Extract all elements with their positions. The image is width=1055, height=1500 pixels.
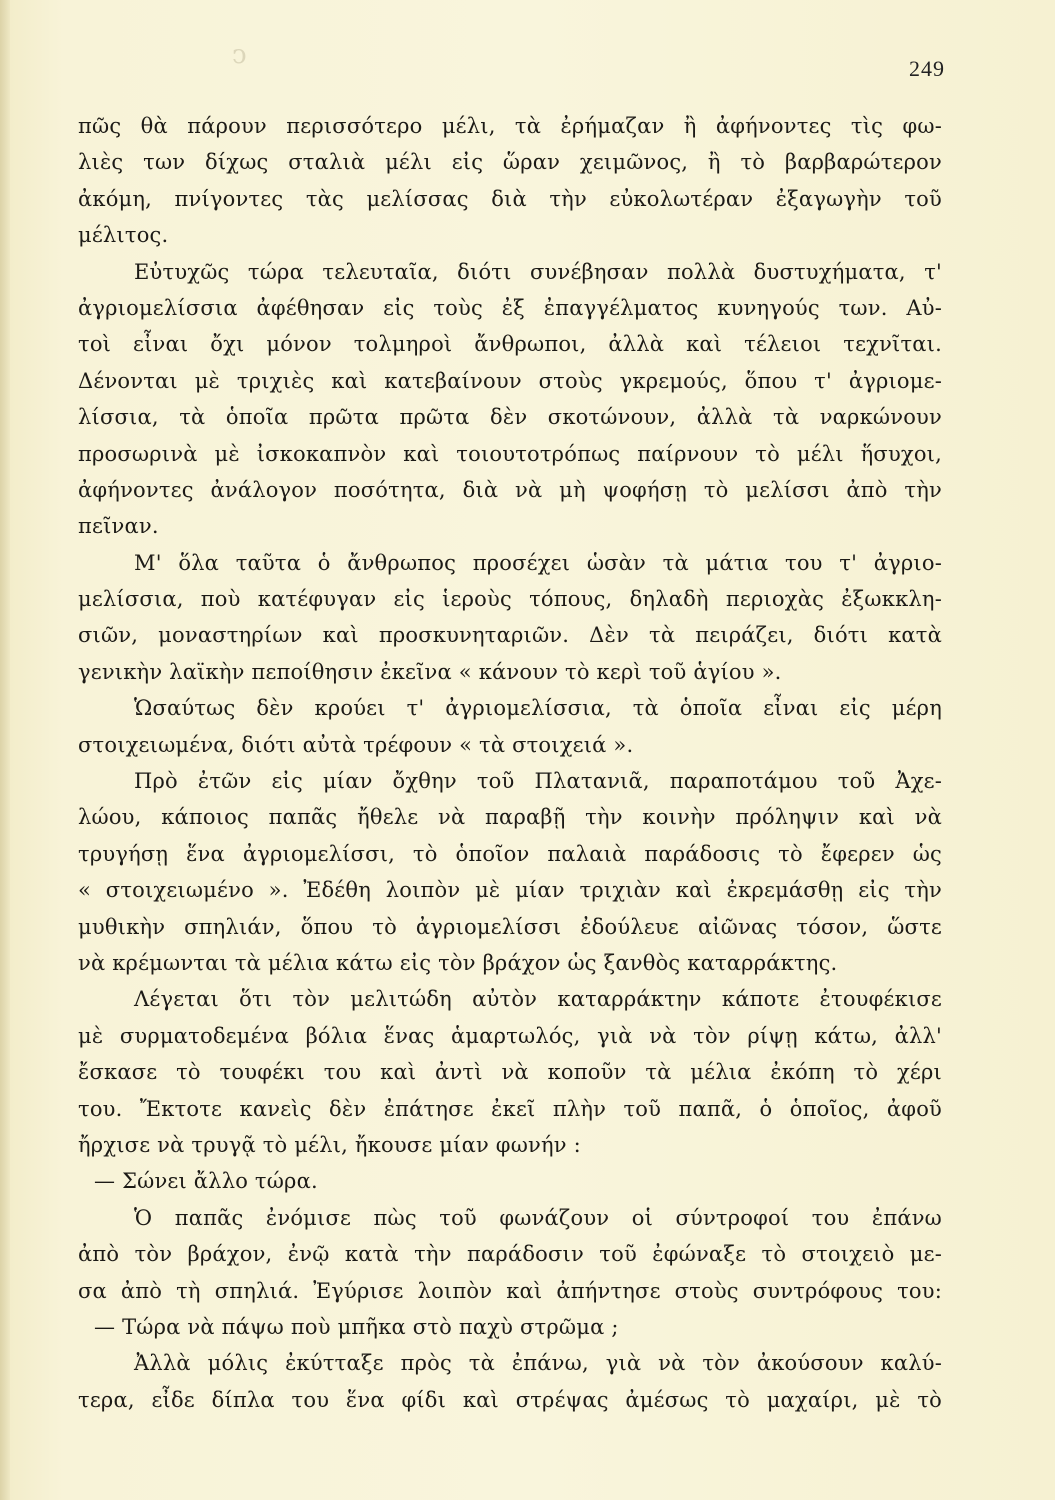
text-line: μέλιτος. [78, 223, 169, 248]
text-line: μελίσσια, ποὺ κατέφυγαν εἰς ἱεροὺς τόπους, δηλαδὴ περιοχὰς ἐξωκκλη- [78, 587, 942, 612]
text-line: ἀπὸ τὸν βράχον, ἐνῷ κατὰ τὴν παράδοσιν τοῦ ἐφώναξε τὸ στοιχειὸ με- [78, 1242, 942, 1267]
text-line: « στοιχειωμένο ». Ἐδέθη λοιπὸν μὲ μίαν τριχιὰν καὶ ἐκρεμάσθῃ εἰς τὴν [78, 878, 942, 903]
text-line: Ὡσαύτως δὲν κρούει τ' ἀγριομελίσσια, τὰ ὁποῖα εἶναι εἰς μέρη [134, 696, 942, 721]
page-number: 249 [909, 56, 945, 81]
text-line: μὲ συρματοδεμένα βόλια ἕνας ἁμαρτωλός, γιὰ νὰ τὸν ρίψῃ κάτω, ἀλλ' [78, 1023, 942, 1048]
text-line: του. Ἔκτοτε κανεὶς δὲν ἐπάτησε ἐκεῖ πλὴν τοῦ παπᾶ, ὁ ὁποῖος, ἀφοῦ [78, 1096, 942, 1121]
text-line: λιὲς των δίχως σταλιὰ μέλι εἰς ὥραν χειμῶνος, ἢ τὸ βαρβαρώτερον [78, 150, 942, 175]
text-line: Ἀλλὰ μόλις ἐκύτταξε πρὸς τὰ ἐπάνω, γιὰ νὰ τὸν ἀκούσουν καλύ- [134, 1351, 942, 1376]
text-line: — Σώνει ἄλλο τώρα. [94, 1169, 318, 1194]
text-line: Ὁ παπᾶς ἐνόμισε πὼς τοῦ φωνάζουν οἱ σύντροφοί του ἐπάνω [134, 1205, 942, 1230]
text-line: ἀγριομελίσσια ἀφέθησαν εἰς τοὺς ἐξ ἐπαγγέλματος κυνηγούς των. Αὐ- [78, 295, 942, 320]
text-line: λίσσια, τὰ ὁποῖα πρῶτα πρῶτα δὲν σκοτώνουν, ἀλλὰ τὰ ναρκώνουν [78, 405, 942, 430]
text-line: σιῶν, μοναστηρίων καὶ προσκυνηταριῶν. Δὲν τὰ πειράζει, διότι κατὰ [78, 623, 942, 648]
text-line: τερα, εἶδε δίπλα του ἕνα φίδι καὶ στρέψας ἀμέσως τὸ μαχαίρι, μὲ τὸ [78, 1387, 942, 1412]
body-text [78, 108, 942, 1418]
text-line: λώου, κάποιος παπᾶς ἤθελε νὰ παραβῇ τὴν κοινὴν πρόληψιν καὶ νὰ [78, 805, 942, 830]
text-line: νὰ κρέμωνται τὰ μέλια κάτω εἰς τὸν βράχον ὡς ξανθὸς καταρράκτης. [78, 950, 838, 975]
text-line: σα ἀπὸ τὴ σπηλιά. Ἐγύρισε λοιπὸν καὶ ἀπήντησε στοὺς συντρόφους του: [78, 1278, 942, 1303]
text-line: Μ' ὅλα ταῦτα ὁ ἄνθρωπος προσέχει ὡσὰν τὰ μάτια του τ' ἀγριο- [134, 550, 942, 575]
text-line: πῶς θὰ πάρουν περισσότερο μέλι, τὰ ἐρήμαζαν ἢ ἀφήνοντες τὶς φω- [78, 114, 942, 138]
page-binding-edge [0, 0, 10, 1500]
text-line: — Τώρα νὰ πάψω ποὺ μπῆκα στὸ παχὺ στρῶμα ; [94, 1314, 619, 1339]
text-line: ἤρχισε νὰ τρυγᾷ τὸ μέλι, ἤκουσε μίαν φωνήν : [78, 1132, 581, 1157]
text-line: Εὐτυχῶς τώρα τελευταῖα, διότι συνέβησαν πολλὰ δυστυχήματα, τ' [134, 259, 942, 284]
text-line: Πρὸ ἐτῶν εἰς μίαν ὄχθην τοῦ Πλατανιᾶ, παραποτάμου τοῦ Ἀχε- [134, 769, 942, 794]
text-line: στοιχειωμένα, διότι αὐτὰ τρέφουν « τὰ στοιχειά ». [78, 732, 634, 757]
text-line: μυθικὴν σπηλιάν, ὅπου τὸ ἀγριομελίσσι ἐδούλευε αἰῶνας τόσον, ὥστε [78, 914, 942, 939]
text-line: ἀφήνοντες ἀνάλογον ποσότητα, διὰ νὰ μὴ ψοφήσῃ τὸ μελίσσι ἀπὸ τὴν [78, 477, 942, 502]
text-line: τρυγήσῃ ἕνα ἀγριομελίσσι, τὸ ὁποῖον παλαιὰ παράδοσις τὸ ἔφερεν ὡς [78, 841, 942, 866]
text-line: Δένονται μὲ τριχιὲς καὶ κατεβαίνουν στοὺς γκρεμούς, ὅπου τ' ἀγριομε- [78, 368, 942, 393]
text-line: Λέγεται ὅτι τὸν μελιτώδη αὐτὸν καταρράκτην κάποτε ἐτουφέκισε [134, 987, 942, 1012]
text-line: ἀκόμη, πνίγοντες τὰς μελίσσας διὰ τὴν εὐκολωτέραν ἐξαγωγὴν τοῦ [78, 186, 942, 211]
text-line: γενικὴν λαϊκὴν πεποίθησιν ἐκεῖνα « κάνουν τὸ κερὶ τοῦ ἁγίου ». [78, 659, 782, 684]
text-line: ἔσκασε τὸ τουφέκι του καὶ ἀντὶ νὰ κοποῦν τὰ μέλια ἐκόπη τὸ χέρι [78, 1060, 942, 1085]
text-line: προσωρινὰ μὲ ἰσκοκαπνὸν καὶ τοιουτοτρόπως παίρνουν τὸ μέλι ἥσυχοι, [78, 441, 942, 466]
text-line: τοὶ εἶναι ὄχι μόνον τολμηροὶ ἄνθρωποι, ἀλλὰ καὶ τέλειοι τεχνῖται. [78, 332, 942, 357]
text-line: πεῖναν. [78, 514, 159, 539]
ink-smudge-icon: ↄ [232, 40, 247, 70]
